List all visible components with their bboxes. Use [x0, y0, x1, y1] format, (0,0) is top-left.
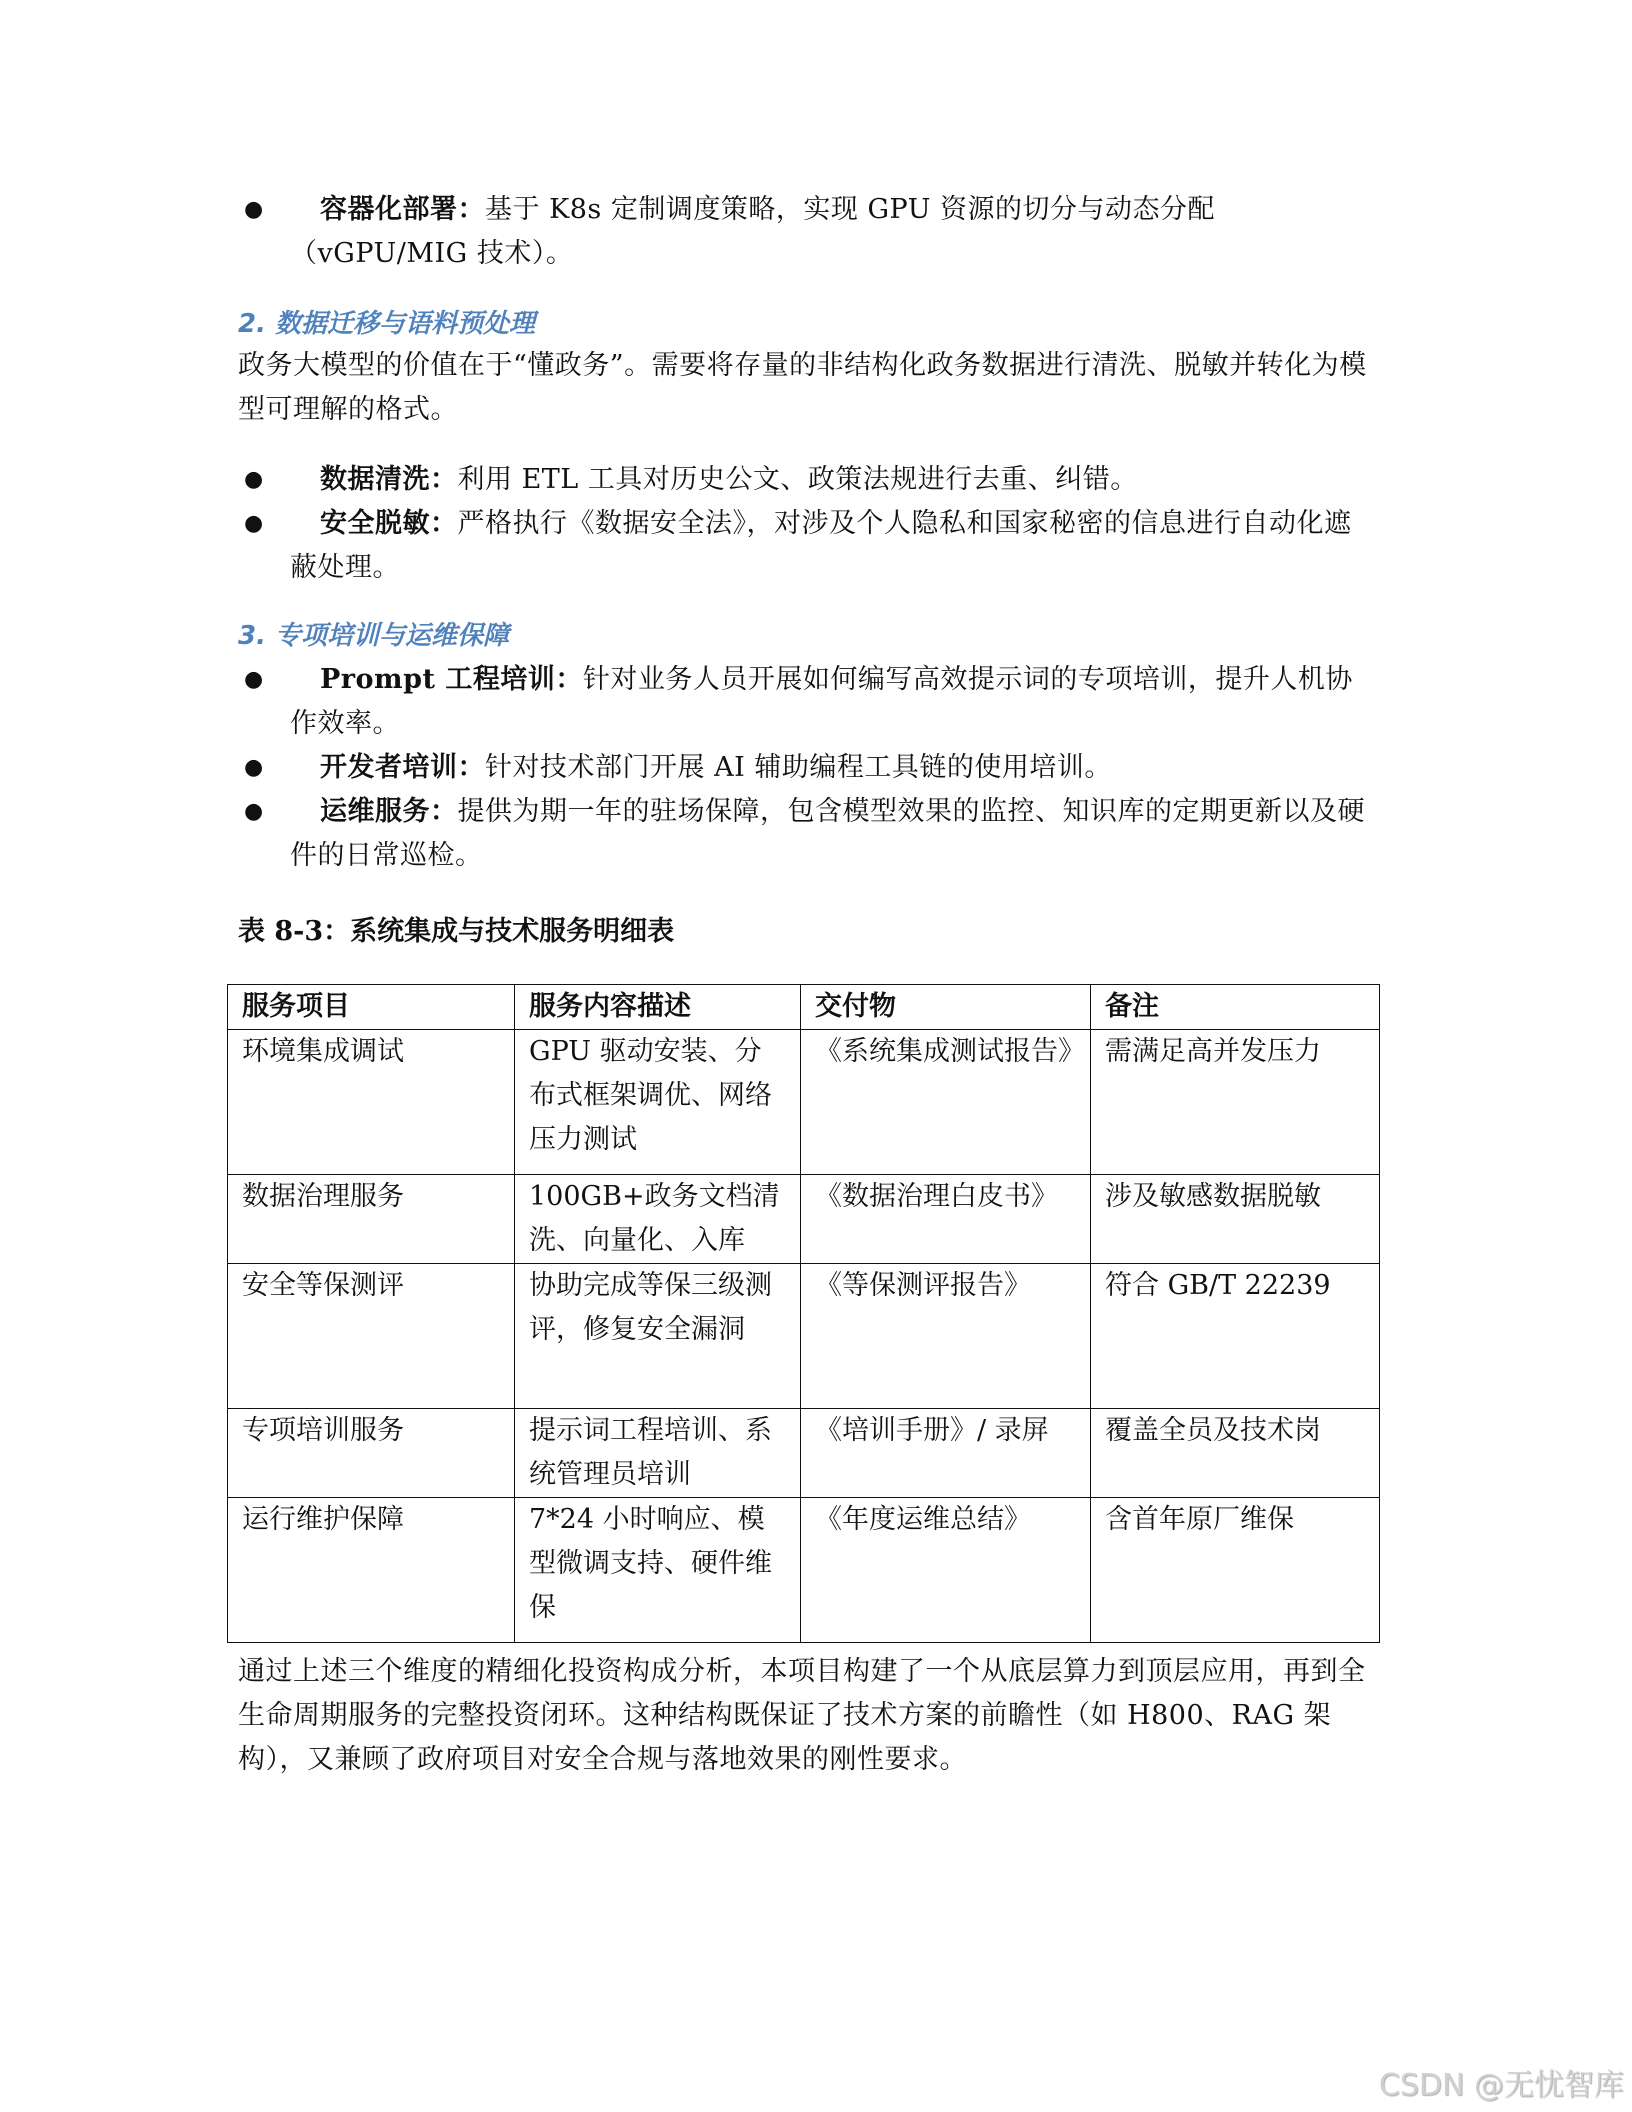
list-item: [290, 458, 1378, 502]
list-item: [290, 658, 1378, 746]
section-heading-2: 2. 数据迁移与语料预处理: [238, 309, 536, 339]
column-header: 服务项目: [228, 985, 515, 1030]
bullet-container-cleaning: [238, 458, 1378, 502]
table-caption: 表 8-3：系统集成与技术服务明细表: [238, 916, 675, 947]
bullet-icon: ●: [244, 755, 264, 780]
table-cell: 100GB+政务文档清洗、向量化、入库: [515, 1175, 801, 1264]
bullet-label: 运维服务：: [320, 796, 458, 827]
bullet-text: 提供为期一年的驻场保障，包含模型效果的监控、知识库的定期更新以及硬件的日常巡检。: [290, 796, 1365, 871]
bullet-icon: ●: [244, 511, 264, 536]
table-row: [228, 1409, 1380, 1498]
table-cell: 运行维护保障: [228, 1498, 515, 1643]
column-header: 服务内容描述: [515, 985, 801, 1030]
table-cell: 《等保测评报告》: [801, 1264, 1091, 1409]
conclusion-paragraph: 通过上述三个维度的精细化投资构成分析，本项目构建了一个从底层算力到顶层应用，再到全生命周期服务的完整投资闭环。这种结构既保证了技术方案的前瞻性（如 H800、RAG 架构），又兼顾了政府项目对安全合规与落地效果的刚性要求。: [238, 1656, 1366, 1775]
table-cell: 专项培训服务: [228, 1409, 515, 1498]
bullet-label: 容器化部署：: [320, 194, 485, 225]
list-item: [290, 746, 1378, 790]
table-cell: 《培训手册》/ 录屏: [801, 1409, 1091, 1498]
bullet-icon: ●: [244, 799, 264, 824]
csdn-watermark: CSDN @无忧智库: [1378, 2068, 1624, 2103]
bullet-container-deploy: [238, 188, 1378, 276]
table-cell: 提示词工程培训、系统管理员培训: [515, 1409, 801, 1498]
table-row: [228, 1264, 1380, 1409]
table-header-row: [228, 985, 1380, 1030]
bullet-container-developer: [238, 746, 1378, 790]
bullet-container-desensitize: [238, 502, 1378, 590]
table-cell: 覆盖全员及技术岗: [1091, 1409, 1380, 1498]
table-cell: 《数据治理白皮书》: [801, 1175, 1091, 1264]
table-row: [228, 1030, 1380, 1175]
table-cell: 7*24 小时响应、模型微调支持、硬件维保: [515, 1498, 801, 1643]
section-intro-paragraph: 政务大模型的价值在于“懂政务”。需要将存量的非结构化政务数据进行清洗、脱敏并转化为模型可理解的格式。: [238, 350, 1367, 425]
bullet-icon: ●: [244, 467, 264, 492]
service-table: [227, 984, 1380, 1643]
table-cell: 涉及敏感数据脱敏: [1091, 1175, 1380, 1264]
table-row: [228, 1498, 1380, 1643]
table-cell: 数据治理服务: [228, 1175, 515, 1264]
table-cell: 符合 GB/T 22239: [1091, 1264, 1380, 1409]
bullet-icon: ●: [244, 197, 264, 222]
table-cell: 含首年原厂维保: [1091, 1498, 1380, 1643]
bullet-text: 针对业务人员开展如何编写高效提示词的专项培训，提升人机协作效率。: [290, 664, 1353, 739]
bullet-label: Prompt 工程培训：: [320, 664, 583, 695]
bullet-text: 利用 ETL 工具对历史公文、政策法规进行去重、纠错。: [457, 464, 1138, 495]
bullet-text: 基于 K8s 定制调度策略，实现 GPU 资源的切分与动态分配（vGPU/MIG 技术）。: [290, 194, 1216, 269]
section-heading-3: 3. 专项培训与运维保障: [238, 621, 510, 651]
bullet-label: 数据清洗：: [320, 464, 458, 495]
list-item: [290, 502, 1378, 590]
table-cell: GPU 驱动安装、分布式框架调优、网络压力测试: [515, 1030, 801, 1175]
table-cell: 《年度运维总结》: [801, 1498, 1091, 1643]
bullet-text: 严格执行《数据安全法》，对涉及个人隐私和国家秘密的信息进行自动化遮蔽处理。: [290, 508, 1352, 583]
table-cell: 环境集成调试: [228, 1030, 515, 1175]
column-header: 备注: [1091, 985, 1380, 1030]
bullet-text: 针对技术部门开展 AI 辅助编程工具链的使用培训。: [485, 752, 1112, 783]
bullet-icon: ●: [244, 667, 264, 692]
list-item: [290, 790, 1378, 878]
table-cell: 安全等保测评: [228, 1264, 515, 1409]
table-cell: 《系统集成测试报告》: [801, 1030, 1091, 1175]
table-cell: 协助完成等保三级测评，修复安全漏洞: [515, 1264, 801, 1409]
bullet-label: 安全脱敏：: [320, 508, 458, 539]
table-cell: 需满足高并发压力: [1091, 1030, 1380, 1175]
table-row: [228, 1175, 1380, 1264]
column-header: 交付物: [801, 985, 1091, 1030]
bullet-label: 开发者培训：: [320, 752, 485, 783]
bullet-container-prompt: [238, 658, 1378, 746]
list-item: [290, 188, 1378, 276]
bullet-container-ops: [238, 790, 1378, 878]
